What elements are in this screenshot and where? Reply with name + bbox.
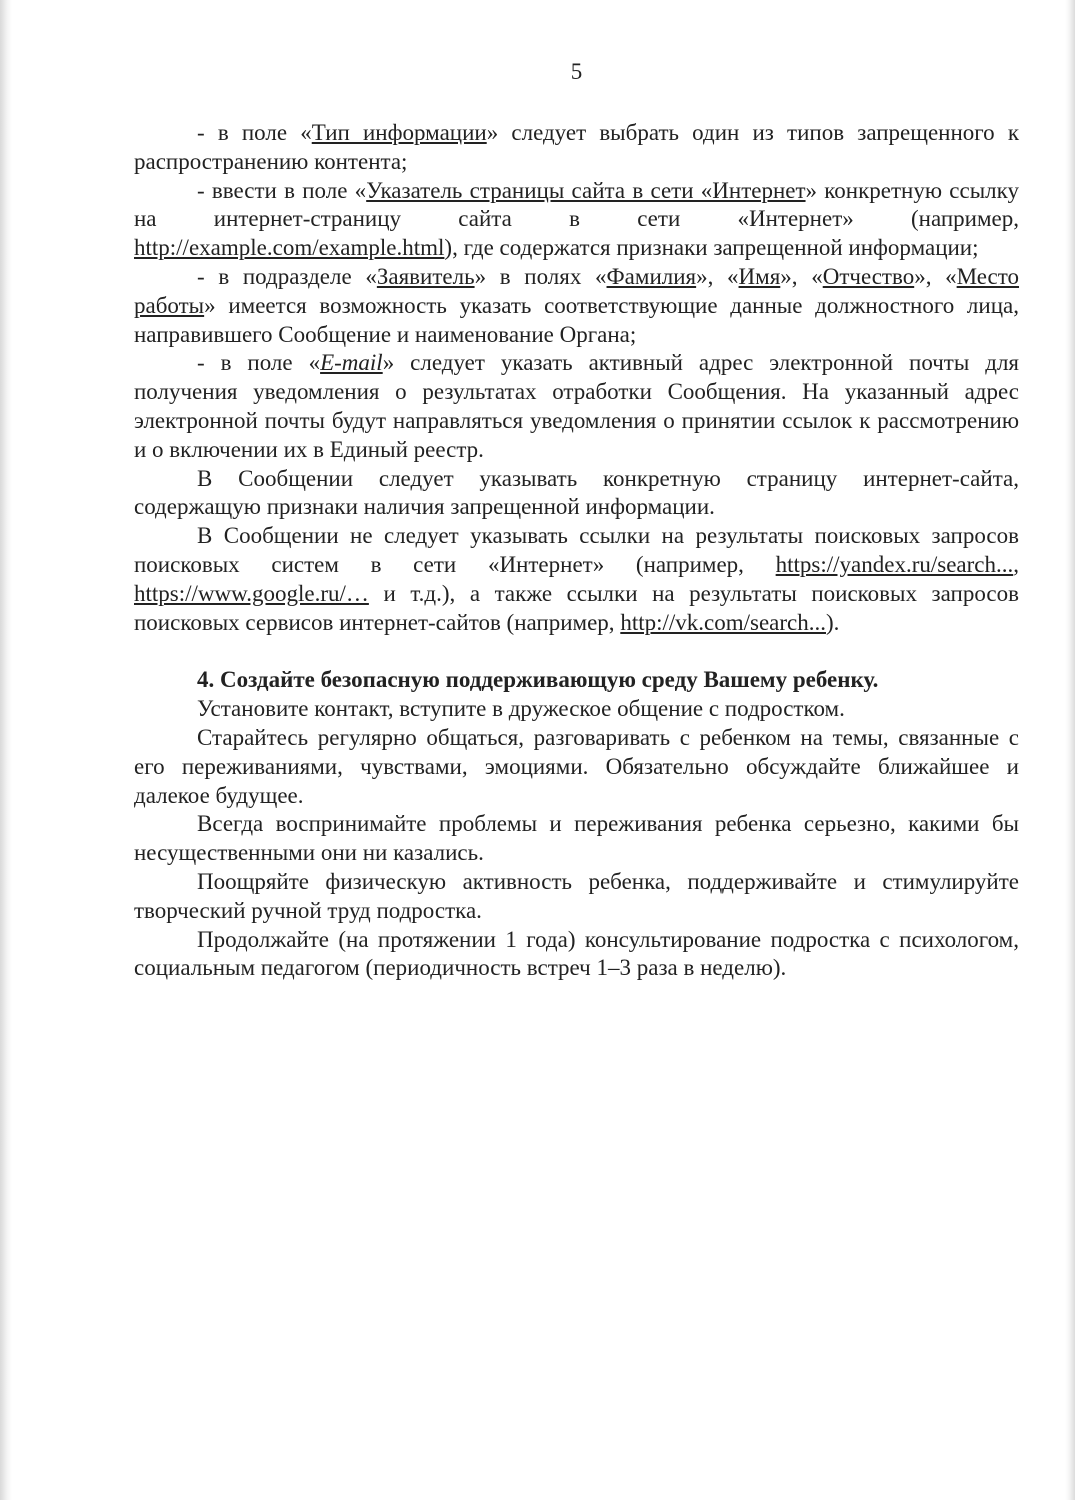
field-name-workplace: Место работы: [134, 263, 1020, 318]
paragraph-contact: Установите контакт, вступите в дружеское общение с подростком.: [197, 696, 845, 722]
field-name-first-name: Имя: [738, 263, 781, 289]
text-run: ,: [1013, 551, 1019, 577]
field-name-page-pointer: Указатель страницы сайта в сети «Интернет: [366, 177, 806, 203]
text-run: - в подразделе «: [197, 263, 377, 289]
page-edge-shadow-right: [1065, 0, 1075, 1500]
paragraph-page-pointer: [134, 177, 1019, 263]
text-run: », «: [914, 263, 957, 289]
field-name-applicant: Заявитель: [376, 263, 475, 289]
text-run: - в поле «: [197, 350, 321, 376]
text-run: », «: [696, 263, 739, 289]
paragraph-communicate: Старайтесь регулярно общаться, разговаривать с ребенком на темы, связанные с его переживаниями, чувствами, эмоциями. Обязательно обсуждайте ближайшее и далекое будущее.: [134, 724, 1019, 808]
section-heading: 4. Создайте безопасную поддерживающую среду Вашему ребенку.: [197, 667, 879, 693]
paragraph-take-seriously: Всегда воспринимайте проблемы и переживания ребенка серьезно, какими бы несущественными они ни казались.: [134, 811, 1019, 866]
text-run: » следует выбрать один из типов запрещенного к распространению контента;: [134, 120, 1019, 174]
text-run: » конкретную ссылку на интернет-страницу сайта в сети «Интернет» (например,: [134, 177, 1020, 232]
text-run: - ввести в поле «: [197, 177, 367, 203]
paragraph-consultation: Продолжайте (на протяжении 1 года) консультирование подростка с психологом, социальным педагогом (периодичность встреч 1–3 раза в неделю).: [134, 926, 1019, 981]
text-run: » имеется возможность указать соответствующие данные должностного лица, направившего Сообщение и наименование Органа;: [134, 292, 1019, 347]
text-run: и т.д.), а также ссылки на результаты поисковых запросов поисковых сервисов интернет-сайтов (например,: [134, 580, 1019, 635]
text-run: », «: [780, 263, 823, 289]
paragraph-info-type: [134, 119, 1019, 177]
vk-search-link[interactable]: http://vk.com/search...: [620, 609, 826, 635]
page-edge-shadow-left: [0, 0, 12, 1500]
text-run: ).: [826, 609, 840, 635]
field-name-patronymic: Отчество: [822, 263, 915, 289]
paragraph-specific-page: В Сообщении следует указывать конкретную страницу интернет-сайта, содержащую признаки наличия запрещенной информации.: [134, 465, 1019, 520]
document-page: [134, 58, 1019, 983]
text-run: В Сообщении не следует указывать ссылки на результаты поисковых запросов поисковых систем в сети «Интернет» (например,: [134, 523, 1019, 577]
paragraph-applicant: [134, 263, 1019, 349]
paragraph-physical-activity: Поощряйте физическую активность ребенка, поддерживайте и стимулируйте творческий ручной труд подростка.: [134, 868, 1019, 923]
field-name-surname: Фамилия: [606, 263, 697, 289]
text-run: - в поле «: [197, 120, 312, 145]
text-run: » в полях «: [474, 263, 607, 289]
google-link[interactable]: https://www.google.ru/…: [134, 580, 369, 606]
field-name-info-type: Тип информации: [311, 120, 487, 145]
page-number: 5: [570, 59, 583, 84]
example-link[interactable]: http://example.com/example.html: [134, 235, 445, 261]
yandex-search-link[interactable]: https://yandex.ru/search...: [775, 551, 1014, 577]
text-run: ), где содержатся признаки запрещенной информации;: [444, 235, 979, 261]
text-run: » следует указать активный адрес электронной почты для получения уведомления о результатах отработки Сообщения. На указанный адрес электронной почты будут направляться уведомления о принятии ссылок к рассмотрению и о включении их в Единый реестр.: [134, 350, 1020, 462]
field-name-email: E-mail: [320, 350, 383, 376]
paragraph-email: [134, 349, 1019, 464]
paragraph-search-links: [134, 522, 1019, 637]
